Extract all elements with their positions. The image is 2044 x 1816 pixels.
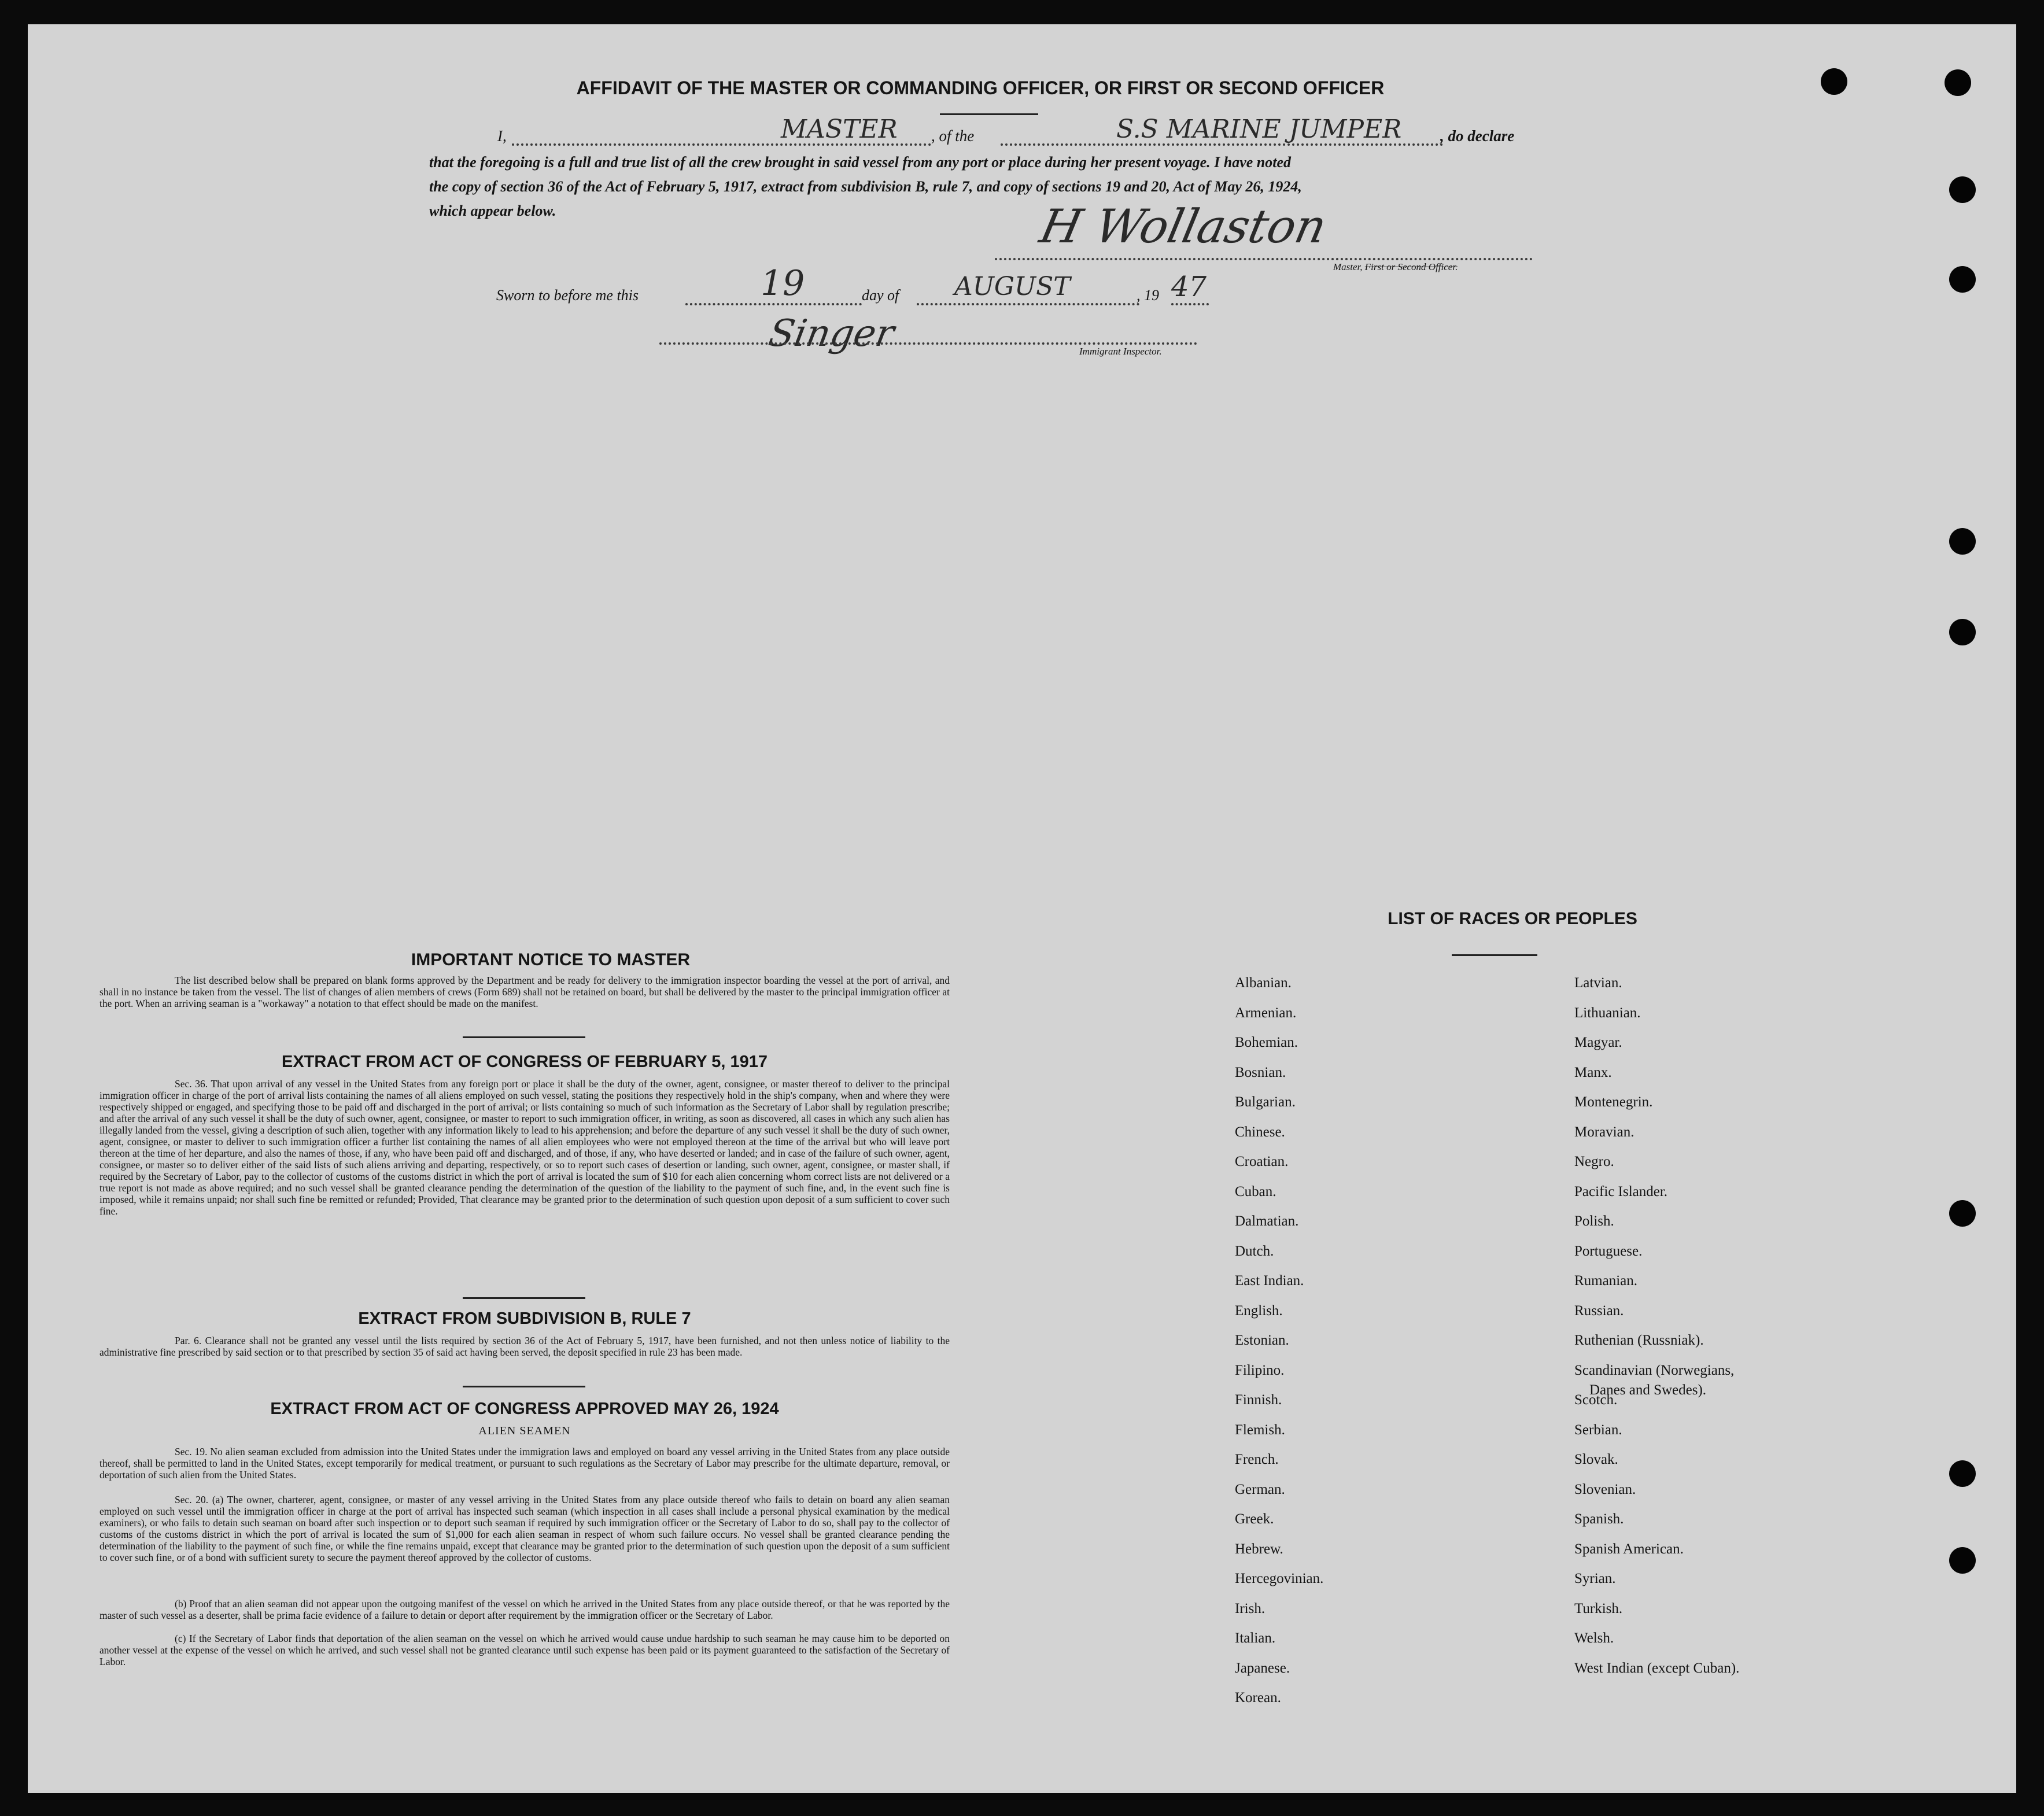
punch-hole [1949,1460,1976,1487]
race-item: Bohemian. [1235,1035,1298,1050]
sec19-text: Sec. 19. No alien seaman excluded from admission into the United States under the immigration laws and employed on board any vessel arriving in the United States from any place outside thereof, shall be permitted to land in the United States, except temporarily for medical treatment, or pursuant to such regulations as the Secretary of Labor may prescribe for the ultimate departure, removal, or deportation of such alien from the United States. [99,1446,950,1481]
inspector-signature: Singer [765,312,898,355]
race-item: Danes and Swedes). [1589,1382,1707,1398]
section-rule [463,1386,585,1387]
race-item: Rumanian. [1574,1273,1638,1289]
race-item: Slovak. [1574,1452,1618,1467]
extract-rule7-title: EXTRACT FROM SUBDIVISION B, RULE 7 [358,1309,691,1328]
race-item: Chinese. [1235,1124,1285,1140]
race-item: Korean. [1235,1690,1281,1706]
affidavit-title: AFFIDAVIT OF THE MASTER OR COMMANDING OFFICER, OR FIRST OR SECOND OFFICER [576,77,1385,98]
race-item: Finnish. [1235,1392,1282,1408]
master-label: Master, [1333,261,1363,272]
race-item: Syrian. [1574,1571,1616,1586]
race-item: Bulgarian. [1235,1094,1296,1110]
do-declare-label: , do declare [1440,127,1515,145]
race-item: Dutch. [1235,1243,1274,1259]
punch-hole [1945,69,1971,96]
extract-rule7-text: Par. 6. Clearance shall not be granted any vessel until the lists required by section 36 of the Act of February 5, 1917, have been furnished, and not then unless notice of liability to the administrative fine prescribed by said section or to that prescribed by section 35 of said act having been served, the deposit specified in rule 23 has been made. [99,1335,950,1358]
sec20b-text: (b) Proof that an alien seaman did not appear upon the outgoing manifest of the vessel on which he arrived in the United States from any place outside thereof, or that he was reported by the master of such vessel as a deserter, shall be prima facie evidence of a failure to detain or deport after requirement by the immigration officer or the Secretary of Labor. [99,1598,950,1621]
day-handwritten: 19 [761,263,805,304]
race-item: Montenegrin. [1574,1094,1653,1110]
race-item: Armenian. [1235,1005,1297,1021]
extract-1924-subtitle: ALIEN SEAMEN [478,1424,571,1437]
vessel-handwritten: S.S MARINE JUMPER [1116,115,1402,144]
year-dotted-line [1171,303,1209,305]
races-title-rule [1452,954,1537,956]
race-item: Portuguese. [1574,1243,1643,1259]
punch-hole [1821,68,1847,95]
race-item: Latvian. [1574,975,1622,991]
race-item: Magyar. [1574,1035,1622,1050]
race-item: Irish. [1235,1600,1265,1616]
title-rule [940,113,1038,115]
race-item: Italian. [1235,1630,1276,1646]
race-item: Lithuanian. [1574,1005,1641,1021]
rank-handwritten: MASTER [781,115,898,144]
master-signature: H Wollaston [1035,200,1331,253]
race-item: French. [1235,1452,1279,1467]
section-rule [463,1297,585,1299]
race-item: Flemish. [1235,1422,1285,1438]
race-item: Moravian. [1574,1124,1635,1140]
section-rule [463,1036,585,1038]
race-item: Russian. [1574,1302,1624,1319]
inspector-caption: Immigrant Inspector. [1079,346,1162,357]
punch-hole [1949,266,1976,293]
extract-1924-title: EXTRACT FROM ACT OF CONGRESS APPROVED MAY 26, 1924 [270,1400,779,1418]
struck-officer-label: First or Second Officer. [1364,261,1458,272]
race-item: Spanish American. [1574,1541,1684,1557]
race-item: Albanian. [1235,975,1292,991]
punch-hole [1949,1200,1976,1227]
day-of-label: day of [862,287,899,304]
punch-hole [1949,1547,1976,1574]
race-item: Scotch. [1574,1392,1618,1408]
extract-1917-text: Sec. 36. That upon arrival of any vessel in the United States from any foreign port or place it shall be the duty of the owner, agent, consignee, or master thereof to deliver to the principal immigration officer in charge of the port of arrival lists containing the names of all aliens employed on such vessel, stating the positions they respectively hold in the ship's company, when and where they were respectively shipped or engaged, and specifying those to be paid off and discharged in the port of arrival; or lists containing so much of such information as the Secretary of Labor shall by regulation prescribe; and after the arrival of any such vessel it shall be the duty of such owner, agent, consignee, or master to report to such immigration officer, in writing, as soon as discovered, all cases in which any such alien has illegally landed from the vessel, giving a description of such alien, together with any information likely to lead to his apprehension; and before the departure of any such vessel it shall be the duty of such owner, agent, consignee, or master to deliver to such immigration officer a further list containing the names of all alien employees who were not employed thereon at the time of the arrival but who will leave port thereon at the time of her departure, and also the names of those, if any, who have been paid off and discharged, and of those, if any, who have deserted or landed; and in case of the failure of such owner, agent, consignee, or master so to deliver either of the said lists of such aliens arriving and departing, respectively, or so to report such cases of desertion or landing, such owner, agent, consignee, or master shall, if required by the Secretary of Labor, pay to the collector of customs of the customs district in which the port of arrival is located the sum of $10 for each alien concerning whom correct lists are not delivered or a true report is not made as above required; and no such vessel shall be granted clearance pending the determination of the question of the liability to the payment of such fine, and, in the event such fine is imposed, while it remains unpaid; nor shall such fine be remitted or refunded; Provided, That clearance may be granted prior to the determination of such question upon deposit of a sum sufficient to cover such fine. [99,1078,950,1217]
affidavit-body-line1: that the foregoing is a full and true list of all the crew brought in said vessel from any port or place during her present voyage. I have noted [429,154,1292,171]
notice-title: IMPORTANT NOTICE TO MASTER [411,950,691,969]
race-item: Manx. [1574,1064,1612,1080]
race-item: German. [1235,1481,1285,1497]
extract-1917-title: EXTRACT FROM ACT OF CONGRESS OF FEBRUARY 5, 1917 [281,1053,768,1071]
signature-dotted-line [995,258,1533,260]
month-handwritten: AUGUST [954,272,1071,301]
race-item: Serbian. [1574,1422,1622,1438]
affidavit-body-line2: the copy of section 36 of the Act of February 5, 1917, extract from subdivision B, rule 7, and copy of sections 19 and 20, Act of May 26, 1924, [429,178,1302,195]
sworn-label: Sworn to before me this [496,287,639,304]
race-item: Pacific Islander. [1574,1183,1668,1199]
race-item: West Indian (except Cuban). [1574,1660,1740,1676]
of-the-label: , of the [931,127,975,145]
race-item: Greek. [1235,1511,1274,1527]
sec20c-text: (c) If the Secretary of Labor finds that deportation of the alien seaman on the vessel on which he arrived would cause undue hardship to such seaman he may cause him to be deported on another vessel at the expense of the vessel on which he arrived, and such vessel shall not be granted clearance until such expense has been paid or its payment guaranteed to the satisfaction of the Secretary of Labor. [99,1633,950,1667]
month-dotted-line [917,303,1139,305]
race-item: Negro. [1574,1154,1614,1169]
notice-text: The list described below shall be prepared on blank forms approved by the Department and be ready for delivery to the immigration inspector boarding the vessel at the port of arrival, and shall in no instance be taken from the vessel. The list of changes of alien members of crews (Form 689) shall not be retained on board, but shall be delivered by the master to the principal immigration officer at the port. When an arriving seaman is a "workaway" a notation to that effect should be made on the manifest. [99,975,950,1009]
year-handwritten: 47 [1171,271,1207,303]
punch-hole [1949,528,1976,555]
affidavit-body-line3: which appear below. [429,202,556,219]
race-item: Cuban. [1235,1183,1276,1199]
inspector-dotted-line [659,342,1197,345]
race-item: Scandinavian (Norwegians, [1574,1362,1735,1378]
race-item: Welsh. [1574,1630,1614,1646]
race-item: Croatian. [1235,1154,1289,1169]
punch-hole [1949,619,1976,645]
i-label: I, [497,127,507,145]
punch-hole [1949,176,1976,203]
race-item: Filipino. [1235,1362,1285,1378]
race-item: Spanish. [1574,1511,1624,1527]
race-item: Turkish. [1574,1600,1623,1616]
race-item: Polish. [1574,1213,1614,1229]
races-title: LIST OF RACES OR PEOPLES [1388,909,1637,928]
race-item: East Indian. [1235,1273,1304,1289]
race-item: Bosnian. [1235,1064,1286,1080]
sec20a-text: Sec. 20. (a) The owner, charterer, agent, consignee, or master of any vessel arriving in the United States from any place outside thereof who fails to detain on board any alien seaman employed on such vessel until the immigration officer in charge at the port of arrival has inspected such seaman (which inspection in all cases shall include a personal physical examination by the medical examiners), or who fails to detain such seaman on board after such inspection or to deport such seaman if required by such immigration officer or the Secretary of Labor to do so, shall pay to the collector of customs of the customs district in which the port of arrival is located the sum of $1,000 for each alien seaman in respect of whom such failure occurs. No vessel shall be granted clearance pending the determination of the liability to the payment of such fine, or while the fine remains unpaid, except that clearance may be granted prior to the determination of such question upon the deposit of a sum sufficient to cover such fine, or of a bond with sufficient surety to secure the payment thereof approved by the collector of customs. [99,1494,950,1563]
master-caption [1333,261,1458,273]
race-item: Hebrew. [1235,1541,1283,1557]
race-item: English. [1235,1302,1283,1319]
race-item: Estonian. [1235,1333,1289,1348]
year-prefix: , 19 [1137,287,1159,304]
race-item: Hercegovinian. [1235,1571,1324,1586]
race-item: Japanese. [1235,1660,1290,1676]
race-item: Slovenian. [1574,1481,1636,1497]
race-item: Dalmatian. [1235,1213,1299,1229]
race-item: Ruthenian (Russniak). [1574,1333,1704,1348]
